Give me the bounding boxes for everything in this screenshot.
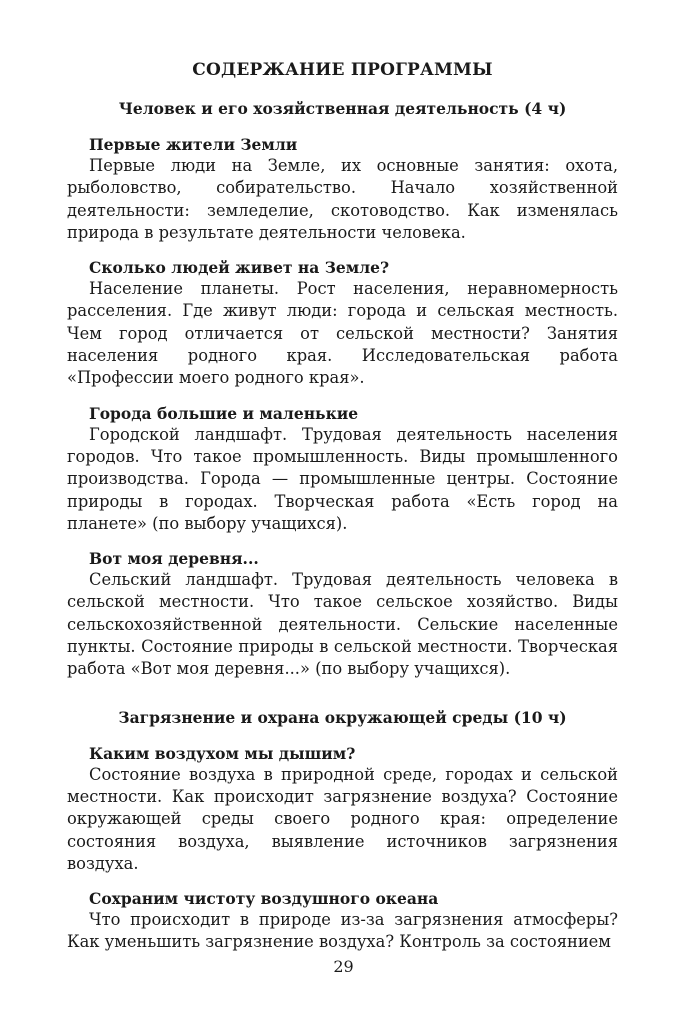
topic-heading: Города большие и маленькие <box>89 403 359 423</box>
topic <box>67 548 618 680</box>
topic-text: Сельский ландшафт. Трудовая деятельность человека в сельской местности. Что такое сельское хозяйство. Виды сельскохозяйственной деятельности. Сельские населенные пункты. Состояние природы в сельской местности. Творческая работа «Вот моя деревня...» (по выбору учащихся). <box>67 570 618 679</box>
topic-text: Первые люди на Земле, их основные занятия: охота, рыболовство, собирательство. Начало хозяйственной деятельности: земледелие, скотоводство. Как изменялась природа в результате деятельности человека. <box>67 156 618 242</box>
section-title: Человек и его хозяйственная деятельность (4 ч) <box>118 99 567 118</box>
topic <box>67 888 618 954</box>
topic-text: Что происходит в природе из-за загрязнения атмосферы? Как уменьшить загрязнение воздуха? Контроль за состоянием <box>67 910 618 952</box>
topic-text: Население планеты. Рост населения, неравномерность расселения. Где живут люди: города и сельская местность. Чем город отличается от сельской местности? Занятия населения родного края. Исследовательская работа «Профессии моего родного края». <box>67 279 618 388</box>
topic <box>67 134 618 244</box>
topic-text: Состояние воздуха в природной среде, городах и сельской местности. Как происходит загрязнение воздуха? Состояние окружающей среды своего родного края: определение состояния воздуха, выявление источников загрязнения воздуха. <box>67 764 618 873</box>
page-number: 29 <box>333 957 354 976</box>
page-content <box>67 58 618 967</box>
topic-heading: Сколько людей живет на Земле? <box>89 258 390 278</box>
topic-heading: Каким воздухом мы дышим? <box>89 743 356 763</box>
topic <box>67 743 618 875</box>
topic-heading: Сохраним чистоту воздушного океана <box>89 889 439 909</box>
topic-heading: Первые жители Земли <box>89 135 298 154</box>
topic <box>67 257 618 389</box>
topic <box>67 403 618 535</box>
section-title: Загрязнение и охрана окружающей среды (10 ч) <box>118 707 567 727</box>
topic-text: Городской ландшафт. Трудовая деятельность населения городов. Что такое промышленность. Виды промышленного производства. Города — промышленные центры. Состояние природы в городах. Творческая работа «Есть город на планете» (по выбору учащихся). <box>67 424 618 533</box>
topic-heading: Вот моя деревня... <box>89 549 259 569</box>
page-title: СОДЕРЖАНИЕ ПРОГРАММЫ <box>192 60 493 80</box>
